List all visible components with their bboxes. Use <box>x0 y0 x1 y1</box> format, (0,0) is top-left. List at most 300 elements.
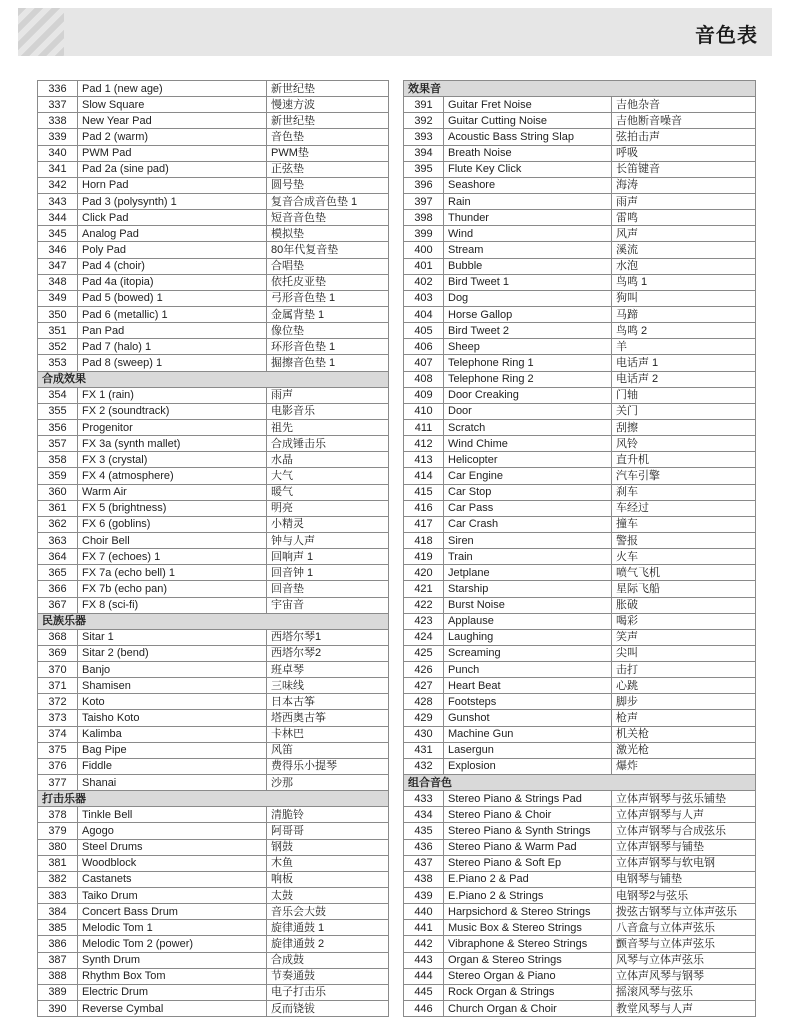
table-row <box>38 290 389 306</box>
tone-name-en: Sheep <box>444 339 612 355</box>
tone-name-cn: 机关枪 <box>612 726 756 742</box>
tone-name-cn: 宇宙音 <box>267 597 389 613</box>
tone-number: 417 <box>404 516 444 532</box>
tone-number: 339 <box>38 129 78 145</box>
tone-number: 393 <box>404 129 444 145</box>
tone-name-cn: 呼吸 <box>612 145 756 161</box>
tone-name-cn: 回音垫 <box>267 581 389 597</box>
table-row <box>38 226 389 242</box>
tone-name-cn: 西塔尔琴1 <box>267 629 389 645</box>
tone-number: 336 <box>38 81 78 97</box>
tone-number: 368 <box>38 629 78 645</box>
tone-number: 446 <box>404 1001 444 1017</box>
tone-name-cn: 音色垫 <box>267 129 389 145</box>
tone-name-en: Rhythm Box Tom <box>78 968 267 984</box>
tone-name-cn: 阿哥哥 <box>267 823 389 839</box>
tone-name-en: Gunshot <box>444 710 612 726</box>
tone-name-en: FX 7b (echo pan) <box>78 581 267 597</box>
tone-name-cn: 音乐会大鼓 <box>267 904 389 920</box>
tone-number: 347 <box>38 258 78 274</box>
table-row <box>38 726 389 742</box>
table-row <box>404 452 756 468</box>
tone-name-cn: 反而铙钹 <box>267 1001 389 1017</box>
tone-name-cn: 回音钟 1 <box>267 565 389 581</box>
tone-name-cn: 狗叫 <box>612 290 756 306</box>
tone-name-cn: 击打 <box>612 662 756 678</box>
category-header-row <box>38 613 389 629</box>
tone-name-en: Starship <box>444 581 612 597</box>
tone-number: 432 <box>404 758 444 774</box>
tone-number: 382 <box>38 871 78 887</box>
table-row <box>38 419 389 435</box>
table-row <box>38 468 389 484</box>
tone-number: 342 <box>38 177 78 193</box>
tone-number: 343 <box>38 193 78 209</box>
tone-name-cn: 立体声钢琴与弦乐铺垫 <box>612 791 756 807</box>
tone-name-cn: 弦拍击声 <box>612 129 756 145</box>
tone-table-right <box>403 80 756 1017</box>
tone-name-cn: 吉他断音噪音 <box>612 113 756 129</box>
tone-name-cn: 溪流 <box>612 242 756 258</box>
page-header <box>18 8 772 56</box>
tone-number: 356 <box>38 419 78 435</box>
tone-name-en: Melodic Tom 2 (power) <box>78 936 267 952</box>
tone-number: 354 <box>38 387 78 403</box>
tone-number: 385 <box>38 920 78 936</box>
tone-name-en: Machine Gun <box>444 726 612 742</box>
tone-number: 415 <box>404 484 444 500</box>
tone-name-en: Car Pass <box>444 500 612 516</box>
tone-name-cn: 鸟鸣 1 <box>612 274 756 290</box>
tone-name-cn: 短音音色垫 <box>267 210 389 226</box>
tone-name-cn: 汽车引擎 <box>612 468 756 484</box>
tone-number: 337 <box>38 97 78 113</box>
tone-name-en: Shanai <box>78 775 267 791</box>
tone-name-cn: 雨声 <box>267 387 389 403</box>
tone-name-en: Bag Pipe <box>78 742 267 758</box>
table-row <box>38 436 389 452</box>
tone-name-cn: 电话声 1 <box>612 355 756 371</box>
tone-name-en: Pad 6 (metallic) 1 <box>78 306 267 322</box>
tone-name-en: Rock Organ & Strings <box>444 984 612 1000</box>
category-header-row <box>38 791 389 807</box>
table-row <box>38 807 389 823</box>
tone-name-en: Siren <box>444 532 612 548</box>
tone-number: 433 <box>404 791 444 807</box>
tone-name-en: Door <box>444 403 612 419</box>
tone-table-left <box>37 80 389 1017</box>
tone-number: 422 <box>404 597 444 613</box>
table-row <box>404 791 756 807</box>
tone-name-en: FX 7a (echo bell) 1 <box>78 565 267 581</box>
tone-name-en: Guitar Cutting Noise <box>444 113 612 129</box>
tone-number: 398 <box>404 210 444 226</box>
table-row <box>38 839 389 855</box>
tone-number: 372 <box>38 694 78 710</box>
table-row <box>38 936 389 952</box>
tone-number: 360 <box>38 484 78 500</box>
tone-number: 369 <box>38 645 78 661</box>
table-row <box>404 242 756 258</box>
tone-name-cn: 笑声 <box>612 629 756 645</box>
tone-name-cn: 费得乐小提琴 <box>267 758 389 774</box>
tone-name-en: Pad 4 (choir) <box>78 258 267 274</box>
table-row <box>404 306 756 322</box>
tone-name-en: Lasergun <box>444 742 612 758</box>
tone-number: 426 <box>404 662 444 678</box>
table-row <box>404 113 756 129</box>
tone-name-cn: 电钢琴与铺垫 <box>612 871 756 887</box>
tone-name-en: Wind Chime <box>444 436 612 452</box>
tone-name-en: Church Organ & Choir <box>444 1001 612 1017</box>
tone-name-cn: 小精灵 <box>267 516 389 532</box>
tone-number: 420 <box>404 565 444 581</box>
table-row <box>38 855 389 871</box>
tone-name-cn: 刮擦 <box>612 419 756 435</box>
table-row <box>38 968 389 984</box>
tone-number: 392 <box>404 113 444 129</box>
table-row <box>38 113 389 129</box>
tone-number: 366 <box>38 581 78 597</box>
tone-name-en: Shamisen <box>78 678 267 694</box>
tone-name-cn: 刹车 <box>612 484 756 500</box>
table-row <box>404 984 756 1000</box>
tone-number: 390 <box>38 1001 78 1017</box>
tone-number: 397 <box>404 193 444 209</box>
tone-number: 409 <box>404 387 444 403</box>
tone-name-cn: 掘擦音色垫 1 <box>267 355 389 371</box>
tone-name-en: Tinkle Bell <box>78 807 267 823</box>
tone-name-en: Sitar 2 (bend) <box>78 645 267 661</box>
tone-name-en: Taisho Koto <box>78 710 267 726</box>
table-row <box>38 403 389 419</box>
table-row <box>404 742 756 758</box>
category-header-row <box>404 775 756 791</box>
tone-name-en: Helicopter <box>444 452 612 468</box>
table-row <box>404 807 756 823</box>
tone-number: 427 <box>404 678 444 694</box>
tone-name-en: Screaming <box>444 645 612 661</box>
tone-name-en: Bird Tweet 2 <box>444 323 612 339</box>
table-row <box>38 306 389 322</box>
tone-number: 388 <box>38 968 78 984</box>
tone-name-en: Stereo Organ & Piano <box>444 968 612 984</box>
tone-name-en: FX 3a (synth mallet) <box>78 436 267 452</box>
tone-name-en: Reverse Cymbal <box>78 1001 267 1017</box>
table-row <box>38 193 389 209</box>
tone-name-cn: 水晶 <box>267 452 389 468</box>
tone-number: 396 <box>404 177 444 193</box>
table-row <box>38 500 389 516</box>
table-row <box>404 145 756 161</box>
tone-name-en: New Year Pad <box>78 113 267 129</box>
table-row <box>38 452 389 468</box>
table-row <box>404 500 756 516</box>
table-row <box>38 161 389 177</box>
tone-name-cn: 祖先 <box>267 419 389 435</box>
table-row <box>404 726 756 742</box>
tone-number: 357 <box>38 436 78 452</box>
tone-number: 412 <box>404 436 444 452</box>
tone-name-cn: 模拟垫 <box>267 226 389 242</box>
table-row <box>404 968 756 984</box>
tone-name-cn: 立体声钢琴与人声 <box>612 807 756 823</box>
table-row <box>38 516 389 532</box>
tone-number: 406 <box>404 339 444 355</box>
tone-name-cn: 喝彩 <box>612 613 756 629</box>
table-row <box>404 952 756 968</box>
tone-number: 425 <box>404 645 444 661</box>
tone-number: 344 <box>38 210 78 226</box>
table-row <box>38 339 389 355</box>
table-row <box>38 274 389 290</box>
tone-name-cn: 钟与人声 <box>267 532 389 548</box>
table-row <box>38 549 389 565</box>
tone-number: 399 <box>404 226 444 242</box>
tone-number: 403 <box>404 290 444 306</box>
header-stripe-decoration <box>18 8 64 56</box>
tone-number: 379 <box>38 823 78 839</box>
tone-name-en: Harpsichord & Stereo Strings <box>444 904 612 920</box>
tone-name-en: Wind <box>444 226 612 242</box>
tone-number: 349 <box>38 290 78 306</box>
tone-name-cn: 西塔尔琴2 <box>267 645 389 661</box>
table-row <box>404 226 756 242</box>
tone-name-cn: 门轴 <box>612 387 756 403</box>
tone-name-en: Pad 2a (sine pad) <box>78 161 267 177</box>
tone-number: 413 <box>404 452 444 468</box>
tone-name-cn: 车经过 <box>612 500 756 516</box>
tone-name-en: Koto <box>78 694 267 710</box>
tone-number: 341 <box>38 161 78 177</box>
tone-name-cn: 旋律通鼓 1 <box>267 920 389 936</box>
tone-name-cn: 清脆铃 <box>267 807 389 823</box>
tone-name-en: Banjo <box>78 662 267 678</box>
tone-name-en: FX 4 (atmosphere) <box>78 468 267 484</box>
table-row <box>404 581 756 597</box>
tone-number: 416 <box>404 500 444 516</box>
tone-name-cn: 像位垫 <box>267 323 389 339</box>
tone-name-en: Breath Noise <box>444 145 612 161</box>
tone-name-en: Castanets <box>78 871 267 887</box>
tone-name-en: Stereo Piano & Synth Strings <box>444 823 612 839</box>
tone-name-en: FX 8 (sci-fi) <box>78 597 267 613</box>
tone-name-cn: 圆号垫 <box>267 177 389 193</box>
table-row <box>38 742 389 758</box>
tone-name-cn: 海涛 <box>612 177 756 193</box>
tone-name-en: Organ & Stereo Strings <box>444 952 612 968</box>
tone-name-cn: 风笛 <box>267 742 389 758</box>
table-row <box>404 193 756 209</box>
tone-name-cn: 警报 <box>612 532 756 548</box>
table-row <box>404 613 756 629</box>
table-row <box>38 323 389 339</box>
table-row <box>404 274 756 290</box>
tone-name-cn: 立体声钢琴与合成弦乐 <box>612 823 756 839</box>
tone-name-en: Electric Drum <box>78 984 267 1000</box>
tone-name-en: Laughing <box>444 629 612 645</box>
tone-name-cn: 立体声钢琴与软电钢 <box>612 855 756 871</box>
table-row <box>38 129 389 145</box>
tone-name-en: Door Creaking <box>444 387 612 403</box>
tone-name-en: Pad 3 (polysynth) 1 <box>78 193 267 209</box>
tone-name-cn: 八音盒与立体声弦乐 <box>612 920 756 936</box>
tone-number: 435 <box>404 823 444 839</box>
table-row <box>38 952 389 968</box>
tone-number: 443 <box>404 952 444 968</box>
tone-name-cn: 水泡 <box>612 258 756 274</box>
tone-name-cn: 火车 <box>612 549 756 565</box>
table-row <box>38 597 389 613</box>
tone-name-en: Thunder <box>444 210 612 226</box>
tone-name-cn: 雨声 <box>612 193 756 209</box>
tone-name-cn: 80年代复音垫 <box>267 242 389 258</box>
tone-number: 411 <box>404 419 444 435</box>
tone-name-en: E.Piano 2 & Strings <box>444 888 612 904</box>
tone-name-en: Agogo <box>78 823 267 839</box>
tone-number: 439 <box>404 888 444 904</box>
table-row <box>404 323 756 339</box>
tone-number: 410 <box>404 403 444 419</box>
tone-number: 418 <box>404 532 444 548</box>
tone-name-cn: 星际飞船 <box>612 581 756 597</box>
tone-number: 395 <box>404 161 444 177</box>
tone-name-cn: 激光枪 <box>612 742 756 758</box>
tone-number: 401 <box>404 258 444 274</box>
tone-name-en: Telephone Ring 2 <box>444 371 612 387</box>
table-row <box>404 904 756 920</box>
table-row <box>404 355 756 371</box>
tone-name-en: Pad 5 (bowed) 1 <box>78 290 267 306</box>
tone-number: 345 <box>38 226 78 242</box>
table-row <box>404 839 756 855</box>
tone-number: 419 <box>404 549 444 565</box>
tone-name-cn: 木鱼 <box>267 855 389 871</box>
tone-name-en: Car Crash <box>444 516 612 532</box>
tone-number: 375 <box>38 742 78 758</box>
table-row <box>404 629 756 645</box>
tone-name-cn: 旋律通鼓 2 <box>267 936 389 952</box>
category-title: 民族乐器 <box>38 613 389 629</box>
tone-name-en: Train <box>444 549 612 565</box>
tone-name-en: Footsteps <box>444 694 612 710</box>
tone-number: 350 <box>38 306 78 322</box>
table-row <box>404 549 756 565</box>
tone-number: 440 <box>404 904 444 920</box>
table-row <box>404 710 756 726</box>
table-row <box>38 565 389 581</box>
table-row <box>404 694 756 710</box>
tone-name-cn: 暖气 <box>267 484 389 500</box>
tone-name-en: Pad 4a (itopia) <box>78 274 267 290</box>
table-row <box>404 871 756 887</box>
tone-name-cn: 摇滚风琴与弦乐 <box>612 984 756 1000</box>
tone-number: 437 <box>404 855 444 871</box>
table-row <box>404 484 756 500</box>
tone-name-en: Car Engine <box>444 468 612 484</box>
table-row <box>404 161 756 177</box>
table-row <box>38 823 389 839</box>
table-row <box>38 645 389 661</box>
table-row <box>404 678 756 694</box>
tone-number: 362 <box>38 516 78 532</box>
tone-name-cn: 节奏通鼓 <box>267 968 389 984</box>
tone-name-en: Choir Bell <box>78 532 267 548</box>
tone-name-cn: 风琴与立体声弦乐 <box>612 952 756 968</box>
table-row <box>38 758 389 774</box>
table-row <box>404 888 756 904</box>
table-row <box>38 97 389 113</box>
tone-name-en: Woodblock <box>78 855 267 871</box>
tone-number: 389 <box>38 984 78 1000</box>
tone-name-cn: 复音合成音色垫 1 <box>267 193 389 209</box>
table-row <box>404 387 756 403</box>
tone-name-cn: 日本古筝 <box>267 694 389 710</box>
tone-number: 363 <box>38 532 78 548</box>
tone-name-en: Jetplane <box>444 565 612 581</box>
table-row <box>38 871 389 887</box>
tone-number: 442 <box>404 936 444 952</box>
tone-name-en: PWM Pad <box>78 145 267 161</box>
table-row <box>404 565 756 581</box>
tone-number: 408 <box>404 371 444 387</box>
page-title: 音色表 <box>695 25 758 47</box>
tone-number: 428 <box>404 694 444 710</box>
tone-name-en: FX 6 (goblins) <box>78 516 267 532</box>
table-row <box>404 177 756 193</box>
tone-name-cn: 羊 <box>612 339 756 355</box>
table-row <box>404 662 756 678</box>
tone-name-cn: 立体声风琴与钢琴 <box>612 968 756 984</box>
table-row <box>38 258 389 274</box>
tone-number: 431 <box>404 742 444 758</box>
table-row <box>404 645 756 661</box>
tone-name-en: Explosion <box>444 758 612 774</box>
tone-name-en: FX 1 (rain) <box>78 387 267 403</box>
tone-name-cn: 三味线 <box>267 678 389 694</box>
tone-number: 436 <box>404 839 444 855</box>
table-row <box>38 629 389 645</box>
table-row <box>404 823 756 839</box>
tone-name-cn: 风声 <box>612 226 756 242</box>
table-row <box>38 662 389 678</box>
tone-number: 380 <box>38 839 78 855</box>
tone-number: 367 <box>38 597 78 613</box>
tone-number: 364 <box>38 549 78 565</box>
tone-name-en: Melodic Tom 1 <box>78 920 267 936</box>
tone-name-en: Horse Gallop <box>444 306 612 322</box>
tone-number: 353 <box>38 355 78 371</box>
tone-number: 384 <box>38 904 78 920</box>
tone-name-cn: 尖叫 <box>612 645 756 661</box>
tone-name-en: FX 7 (echoes) 1 <box>78 549 267 565</box>
tone-name-en: Bird Tweet 1 <box>444 274 612 290</box>
tone-number: 402 <box>404 274 444 290</box>
tone-number: 355 <box>38 403 78 419</box>
tone-number: 394 <box>404 145 444 161</box>
tone-name-en: Punch <box>444 662 612 678</box>
tone-name-cn: 立体声钢琴与铺垫 <box>612 839 756 855</box>
tone-name-cn: 关门 <box>612 403 756 419</box>
table-row <box>404 403 756 419</box>
tone-number: 438 <box>404 871 444 887</box>
category-title: 打击乐器 <box>38 791 389 807</box>
table-row <box>38 484 389 500</box>
tone-number: 421 <box>404 581 444 597</box>
tone-name-en: Car Stop <box>444 484 612 500</box>
table-row <box>38 984 389 1000</box>
tone-number: 358 <box>38 452 78 468</box>
